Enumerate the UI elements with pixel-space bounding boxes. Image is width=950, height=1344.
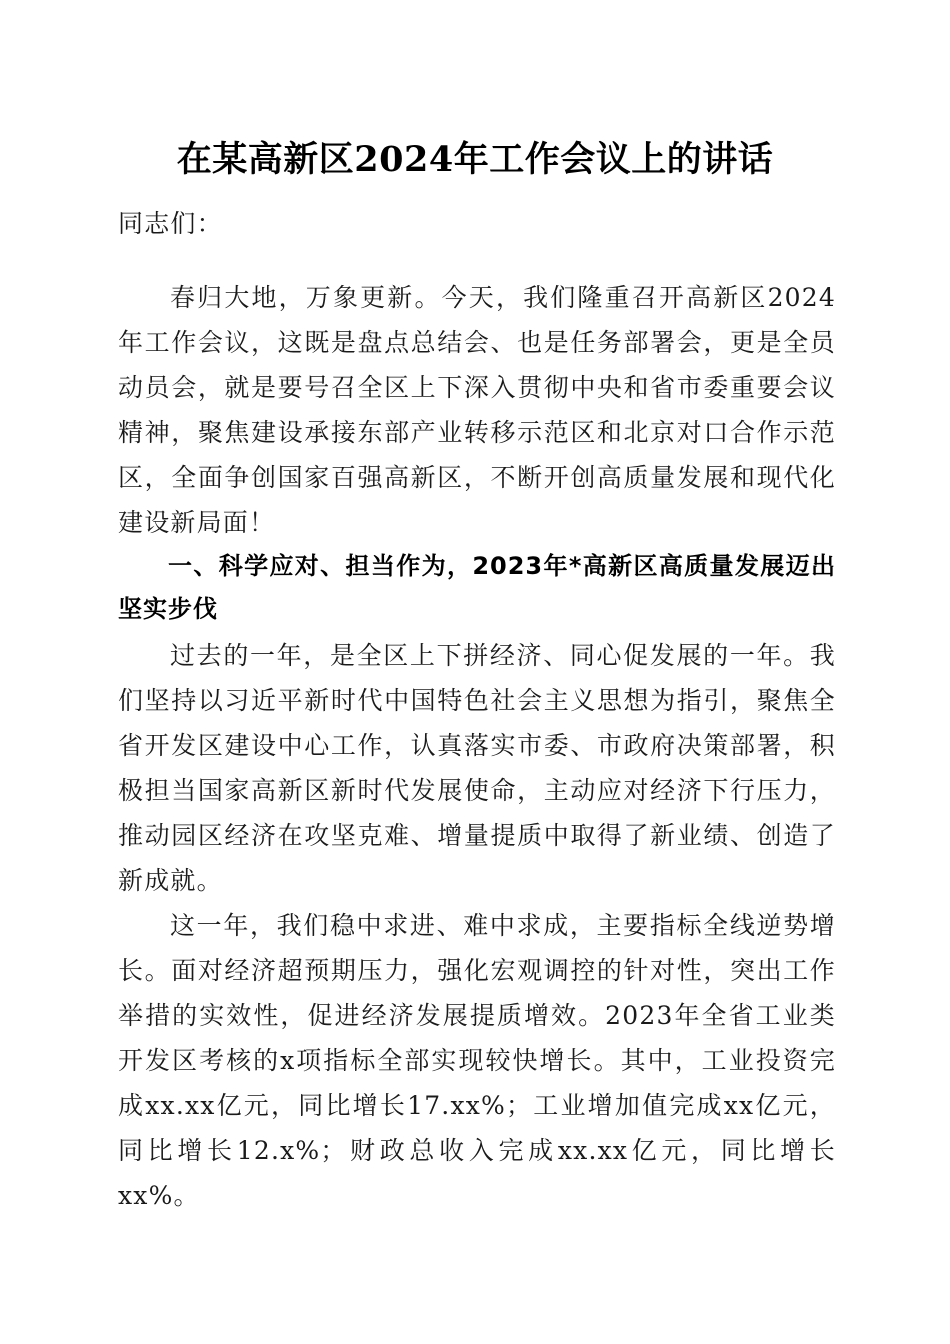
paragraph-intro: 春归大地，万象更新。今天，我们隆重召开高新区2024年工作会议，这既是盘点总结会、也是任务部署会，更是全员动员会，就是要号召全区上下深入贯彻中央和省市委重要会议精神，聚焦建设承接东部产业转移示范区和北京对口合作示范区，全面争创国家百强高新区，不断开创高质量发展和现代化建设新局面！ <box>118 283 836 537</box>
salutation: 同志们： <box>118 209 223 238</box>
paragraph-indicators: 这一年，我们稳中求进、难中求成，主要指标全线逆势增长。面对经济超预期压力，强化宏观调控的针对性，突出工作举措的实效性，促进经济发展提质增效。2023年全省工业类开发区考核的x项指标全部实现较快增长。其中，工业投资完成xx.xx亿元，同比增长17.xx%；工业增加值完成xx亿元，同比增长12.x%；财政总收入完成xx.xx亿元，同比增长xx%。 <box>118 911 836 1210</box>
paragraph-review: 过去的一年，是全区上下拼经济、同心促发展的一年。我们坚持以习近平新时代中国特色社会主义思想为指引，聚焦全省开发区建设中心工作，认真落实市委、市政府决策部署，积极担当国家高新区新时代发展使命，主动应对经济下行压力，推动园区经济在攻坚克难、增量提质中取得了新业绩、创造了新成就。 <box>118 641 836 895</box>
document-title: 在某高新区2024年工作会议上的讲话 <box>176 139 774 180</box>
section-heading: 一、科学应对、担当作为，2023年*高新区高质量发展迈出坚实步伐 <box>118 552 836 623</box>
